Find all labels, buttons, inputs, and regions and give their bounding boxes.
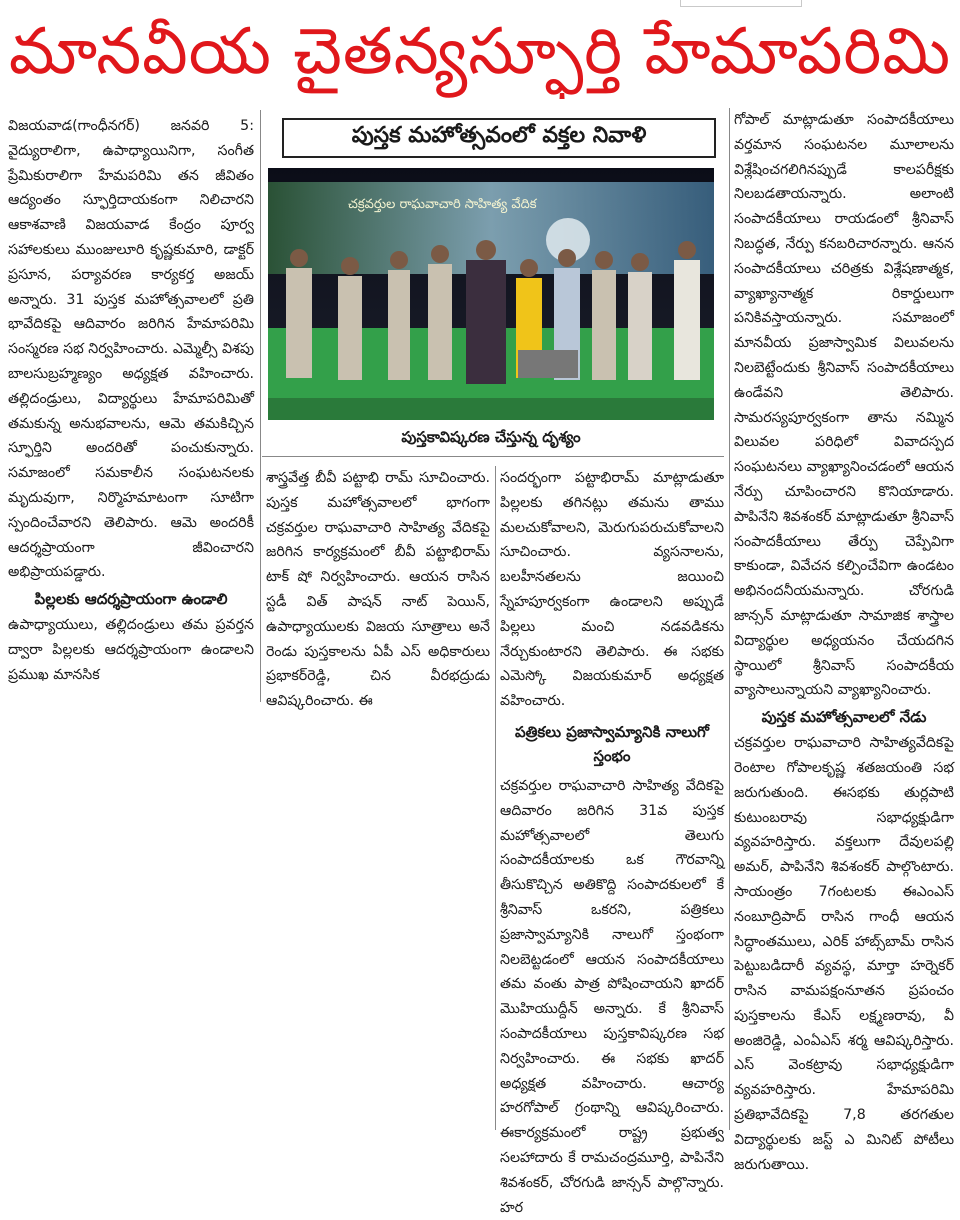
column-divider bbox=[260, 110, 261, 702]
article-column-2 bbox=[266, 466, 490, 714]
event-photo-illustration bbox=[268, 168, 714, 420]
event-photo bbox=[268, 168, 714, 420]
banner-text: చక్రవర్తుల రాఘవాచారి సాహిత్య వేదిక bbox=[348, 197, 537, 212]
article-paragraph: విజయవాడ(గాంధీనగర్) జనవరి 5: వైద్యురాలిగా, ఉపాధ్యాయినిగా, సంగీత ప్రేమికురాలిగా హేమపరిమి తన జీవితం ఆద్యంతం స్ఫూర్తిదాయకంగా నిలిచారని ఆకాశవాణి విజయవాడ కేంద్రం పూర్వ సహాలకులు ముంజులూరి కృష్ణకుమారి, డాక్టర్ ప్రసూన, పర్యావరణ కార్యకర్త అజయ్ అన్నారు. 31 పుస్తక మహోత్సవాలలో ప్రతి భావేదికపై ఆదివారం జరిగిన హేమాపరిమి సంస్మరణ సభ నిర్వహించారు. ఎమ్మెల్సీ విశపు బాలసుబ్రహ్మణ్యం అధ్యక్షత వహించారు. తల్లిదండ్రులు, విద్యార్థులు హేమాపరిమితో తమకున్న అనుభవాలను, ఆమె తమకిచ్చిన స్ఫూర్తిని అందరితో పంచుకున్నారు. సమాజంలో సమకాలీన సంఘటనలకు మృదువుగా, నిర్మొహమాటంగా సూటిగా స్పందించేవారని తెలిపారు. ఆమె అందరికీ ఆదర్శప్రాయంగా జీవించారని అభిప్రాయపడ్డారు. bbox=[8, 118, 254, 581]
article-paragraph: గోపాల్ మాట్లాడుతూ సంపాదకీయాలు వర్తమాన సంఘటనల మూలాలను విశ్లేషించగలిగినప్పుడే కాలపరీక్షకు నిలబడతాయన్నారు. అలాంటి సంపాదకీయాలు రాయడంలో శ్రీనివాస్ నిబద్ధత, నేర్పు కనబరిచారన్నారు. ఆనన సంపాదకీయాలు చరిత్రకు విశ్లేషణాత్మక, వ్యాఖ్యానాత్మక రికార్డులుగా పనికివస్తాయన్నారు. సమాజంలో మానవీయ ప్రజాస్వామిక విలువలను నిలబెట్టేందుకు శ్రీనివాస్ సంపాదకీయాలు ఉండేవని తెలిపారు. సామరస్యపూర్వకంగా తాను నమ్మిన విలువల పరిధిలో వివాదస్పద సంఘటనలు వ్యాఖ్యానించడంలో ఆయన నేర్పు చూపించారని కొనియాడారు. పాపినేని శివశంకర్ మాట్లాడుతూ శ్రీనివాస్ సంపాదకీయాలు తేర్పు చెప్పేవిగా కాకుండా, వివేచన కల్పించేవిగా ఉండటం అభినందనీయమన్నారు. చోరగుడి జాన్సన్ మాట్లాడుతూ సామాజిక శాస్త్రాల విద్యార్థుల అధ్యయనం చేయదగిన స్థాయిలో శ్రీనివాస్ సంపాదకీయ వ్యాసాలున్నాయని వ్యాఖ్యానించారు. bbox=[734, 112, 954, 699]
section-subheading: పత్రికలు ప్రజాస్వామ్యానికి నాలుగో స్తంభం bbox=[515, 722, 709, 765]
article-paragraph: చక్రవర్తుల రాఘవాచారి సాహిత్యవేదికపై రెంటాల గోపాలకృష్ణ శతజయంతి సభ జరుగుతుంది. ఈసభకు తుర్లపాటి కుటుంబరావు సభాధ్యక్షుడిగా వ్యవహరిస్తారు. వక్తలుగా దేవులపల్లి అమర్, పాపినేని శివశంకర్ పాల్గొంటారు. సాయంత్రం 7గంటలకు ఈఎంఎస్ నంబూద్రిపాద్ రాసిన గాంధీ ఆయన సిద్ధాంతములు, ఎరిక్ హాబ్స్‌బామ్ రాసిన పెట్టుబడిదారీ వ్యవస్థ, మార్తా హర్నెకర్ రాసిన వామపక్షంనూతన ప్రపంచం పుస్తకాలను కేఎస్ లక్ష్మణరావు, వీ అంజిరెడ్డి, ఎంఏఎస్ శర్మ ఆవిష్కరిస్తారు. ఎస్ వెంకట్రావు సభాధ్యక్షుడిగా వ్యవహరిస్తారు. హేమాపరిమి ప్రతిభావేదికపై 7,8 తరగతుల విద్యార్థులకు జస్ట్ ఎ మినిట్ పోటీలు జరుగుతాయి. bbox=[734, 735, 954, 1173]
article-paragraph: ఉపాధ్యాయులు, తల్లిదండ్రులు తమ ప్రవర్తన ద్వారా పిల్లలకు ఆదర్శప్రాయంగా ఉండాలని ప్రముఖ మానసిక bbox=[8, 617, 254, 683]
article-paragraph: చక్రవర్తుల రాఘవాచారి సాహిత్య వేదికపై ఆదివారం జరిగిన 31వ పుస్తక మహోత్సవాలలో తెలుగు సంపాదకీయాలకు ఒక గౌరవాన్ని తీసుకొచ్చిన అతికొద్ది సంపాదకులలో కే శ్రీనివాస్ ఒకరని, పత్రికలు ప్రజాస్వామ్యానికి నాలుగో స్తంభంగా నిలబెట్టడంలో ఆయన సంపాదకీయాలు తమ వంతు పాత్ర పోషించాయని ఖాదర్ మొహియుద్దీన్ అన్నారు. కే శ్రీనివాస్ సంపాదకీయాలు పుస్తకావిష్కరణ సభ నిర్వహించారు. ఈ సభకు ఖాదర్ అధ్యక్షత వహించారు. ఆచార్య హరగోపాల్ గ్రంథాన్ని ఆవిష్కరించారు. ఈకార్యక్రమంలో రాష్ట్ర ప్రభుత్వ సలహాదారు కే రామచంద్రమూర్తి, పాపినేని శివశంకర్, చోరగుడి జాన్సన్ పాల్గొన్నారు. హర bbox=[500, 777, 724, 1216]
photo-caption: పుస్తకావిష్కరణ చేస్తున్న దృశ్యం bbox=[401, 428, 581, 446]
section-subheading: పుస్తక మహోత్సవాలలో నేడు bbox=[761, 708, 927, 727]
article-subhead: పుస్తక మహోత్సవంలో వక్తల నివాళి bbox=[282, 118, 716, 158]
photo-bottom-rule bbox=[262, 456, 724, 457]
article-paragraph: శాస్త్రవేత్త బీవీ పట్టాభి రామ్ సూచించారు. పుస్తక మహోత్సవాలలో భాగంగా చక్రవర్తుల రాఘవాచారి సాహిత్య వేదికపై జరిగిన కార్యక్రమంలో బీవీ పట్టాభిరామ్ టాక్ షో నిర్వహించారు. ఆయన రాసిన స్టడీ విత్ పాషన్ నాట్ పెయిన్, ఉపాధ్యాయులకు విజయ సూత్రాలు అనే రెండు పుస్తకాలను ఏపీ ఎస్ అధికారులు ప్రభాకర్‌రెడ్డి, చిన వీరభద్రుడు ఆవిష్కరించారు. ఈ bbox=[266, 470, 490, 710]
article-column-1 bbox=[8, 114, 254, 688]
article-column-4 bbox=[734, 108, 954, 1177]
article-column-3 bbox=[500, 466, 724, 1220]
top-edge-strip bbox=[680, 0, 802, 7]
column-divider bbox=[495, 466, 496, 1130]
headline: మానవీయ చైతన్యస్ఫూర్తి హేమాపరిమి bbox=[8, 15, 952, 89]
column-divider bbox=[729, 108, 730, 1130]
article-paragraph: సందర్భంగా పట్టాభిరామ్ మాట్లాడుతూ పిల్లలకు తగినట్లు తమను తాము మలచుకోవాలని, మెరుగుపరుచుకోవాలని సూచించారు. వ్యసనాలను, బలహీనతలను జయించి స్నేహపూర్వకంగా ఉండాలని అప్పుడే పిల్లలు మంచి నడవడికను నేర్చుకుంటారని తెలిపారు. ఈ సభకు ఎమెస్కో విజయకుమార్ అధ్యక్షత వహించారు. bbox=[500, 470, 724, 710]
section-subheading: పిల్లలకు ఆదర్శప్రాయంగా ఉండాలి bbox=[34, 590, 228, 609]
